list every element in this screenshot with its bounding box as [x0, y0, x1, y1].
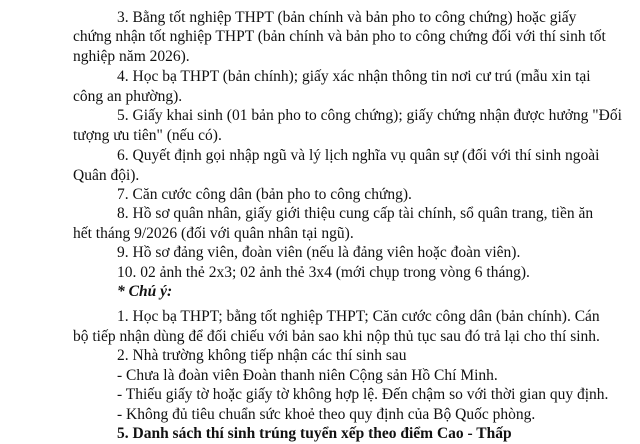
note-1-line-1: 1. Học bạ THPT; bằng tốt nghiệp THPT; Căn cước công dân (bản chính). Cán: [117, 308, 600, 325]
item-9: 9. Hồ sơ đảng viên, đoàn viên (nếu là đảng viên hoặc đoàn viên).: [117, 244, 521, 261]
item-8-line-1: 8. Hồ sơ quân nhân, giấy giới thiệu cung cấp tài chính, sổ quân trang, tiền ăn: [117, 205, 594, 222]
item-8-line-2: hết tháng 9/2026 (đối với quân nhân tại ngũ).: [73, 225, 354, 242]
item-6-line-1: 6. Quyết định gọi nhập ngũ và lý lịch nghĩa vụ quân sự (đối với thí sinh ngoài: [117, 147, 600, 164]
item-10: 10. 02 ảnh thẻ 2x3; 02 ảnh thẻ 3x4 (mới chụp trong vòng 6 tháng).: [117, 264, 530, 281]
item-3-line-2: chứng nhận tốt nghiệp THPT (bản chính và bản pho to công chứng đối với thí sinh tốt: [73, 28, 606, 45]
note-heading: * Chú ý:: [117, 283, 173, 300]
item-5-line-1: 5. Giấy khai sinh (01 bản pho to công chứng); giấy chứng nhận được hưởng "Đối: [117, 107, 622, 124]
item-6-line-2: Quân đội).: [73, 167, 140, 184]
note-2: 2. Nhà trường không tiếp nhận các thí sinh sau: [117, 347, 407, 364]
note-2-bullet-2: - Thiếu giấy tờ hoặc giấy tờ không hợp lệ. Đến chậm so với thời gian quy định.: [117, 386, 609, 403]
item-3-line-1: 3. Bằng tốt nghiệp THPT (bản chính và bản pho to công chứng) hoặc giấy: [117, 9, 577, 26]
note-2-bullet-3: - Không đủ tiêu chuẩn sức khoẻ theo quy định của Bộ Quốc phòng.: [117, 406, 536, 423]
item-7: 7. Căn cước công dân (bản pho to công chứng).: [117, 186, 412, 203]
note-1-line-2: bộ tiếp nhận dùng để đối chiếu với bản sao khi nộp thủ tục sau đó trả lại cho thí sinh.: [73, 328, 600, 345]
item-3-line-3: nghiệp năm 2026).: [73, 48, 190, 65]
section-5-heading: 5. Danh sách thí sinh trúng tuyển xếp theo điểm Cao - Thấp: [117, 425, 512, 442]
item-4-line-1: 4. Học bạ THPT (bản chính); giấy xác nhận thông tin nơi cư trú (mẫu xin tại: [117, 68, 591, 85]
item-5-line-2: tượng ưu tiên" (nếu có).: [73, 127, 222, 144]
note-2-bullet-1: - Chưa là đoàn viên Đoàn thanh niên Cộng sản Hồ Chí Minh.: [117, 367, 498, 384]
item-4-line-2: công an phường).: [73, 88, 183, 105]
